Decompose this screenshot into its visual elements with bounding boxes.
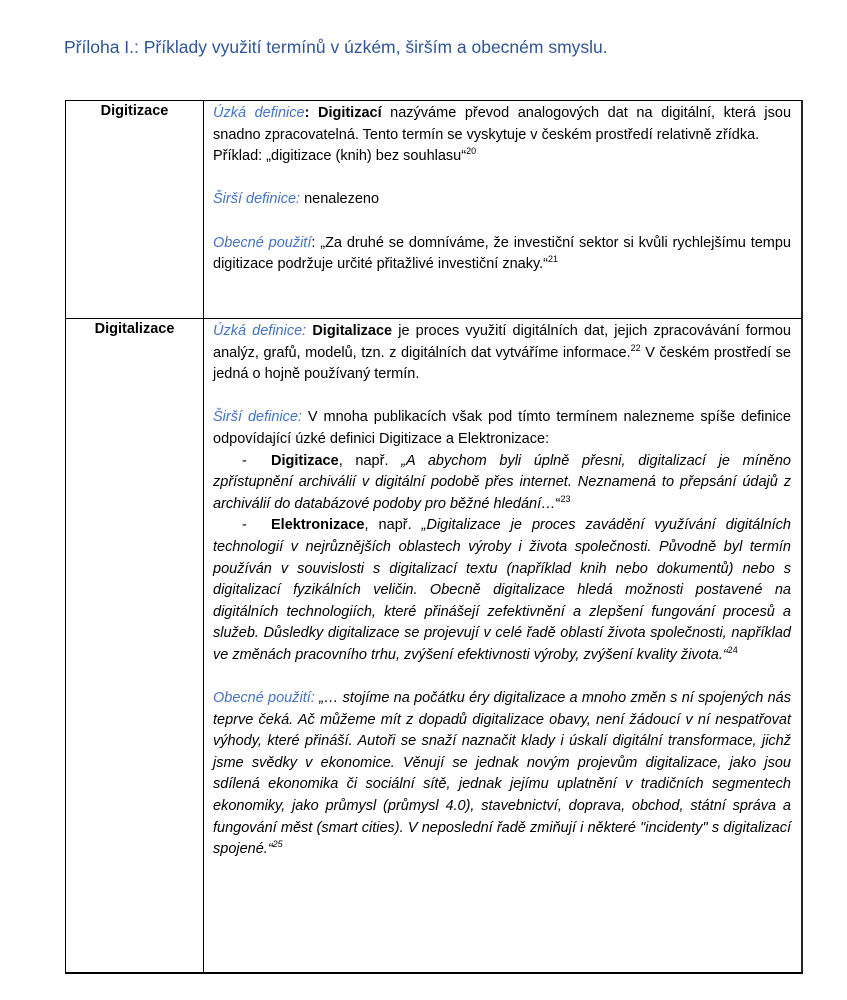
definition-cell — [204, 101, 801, 318]
term-bold: Digitalizace — [312, 323, 393, 339]
bullet-digitizace: - Digitizace, např. „A abychom byli úplně přesni, digitalizací je míněno zpřístupnění archiválií v digitální podobě přes internet. Neznamená to přepsání údajů z archiválií do databázové podoby pro běžné hledání…“$^{23}$ — [213, 452, 791, 512]
terms-table — [65, 100, 803, 974]
term-bold: Digitizací — [317, 105, 382, 121]
narrow-definition-label: Úzká definice — [213, 105, 305, 121]
appendix-heading: Příloha I.: Příklady využití termínů v úzkém, širším a obecném smyslu. — [64, 37, 608, 57]
footnote-ref[interactable]: 25 — [272, 839, 283, 850]
table-row-digitalizace — [66, 319, 801, 973]
definition-cell — [204, 319, 801, 973]
narrow-definition-label: Úzká definice: — [213, 323, 307, 339]
bullet-elektronizace: - Elektronizace, např. „Digitalizace je proces zavádění využívání digitálních technologií v nejrůznějších oblastech výroby i života společnosti. Původně byl termín používán v souvislosti s digitalizací textu (například knih nebo dokumentů) nebo s digitalizací fyzikálních veličin. Obecně digitalizace hledá možnosti postavené na digitálních technologiích, které přinášejí zefektivnění a zlepšení fungování procesů a služeb. Důsledky digitalizace se projevují v celé řadě oblastí života společnosti, například ve změnách pracovního trhu, zvýšení efektivnosti výroby, zvýšení kvality života.“$^{24}$ — [213, 517, 791, 663]
example: Příklad: „digitizace (knih) bez souhlasu“$^{20}$ — [213, 146, 477, 165]
footnote-ref[interactable]: 24 — [727, 644, 738, 655]
term-cell: Digitalizace — [66, 319, 204, 973]
term-cell: Digitizace — [66, 101, 204, 318]
dash-bullet: - — [242, 517, 247, 534]
table-row-digitizace — [66, 101, 801, 319]
broad-definition: Širší definice: V mnoha publikacích však pod tímto termínem nalezneme spíše definice odpovídající úzké definici Digitizace a Elektronizace: — [213, 409, 791, 447]
broad-definition-label: Širší definice: — [213, 409, 302, 426]
broad-definition: Širší definice: nenalezeno — [213, 191, 380, 208]
general-usage-label: Obecné použití — [213, 234, 312, 251]
narrow-definition: Úzká definice: Digitizací nazýváme převod analogových dat na digitální, která jsou snadno zpracovatelná. Tento termín se vyskytuje v českém prostředí relativně zřídka. — [213, 105, 792, 143]
footnote-ref[interactable]: 22 — [630, 342, 641, 353]
broad-definition-label: Širší definice: — [213, 191, 301, 208]
footnote-ref[interactable]: 20 — [466, 146, 477, 157]
general-usage: Obecné použití: „Za druhé se domníváme, že investiční sektor si kvůli rychlejšímu tempu digitizace podržuje určité přitažlivé investiční znaky.“$^{21}$ — [213, 234, 791, 273]
dash-bullet: - — [242, 452, 247, 469]
general-usage: Obecné použití: „… stojíme na počátku éry digitalizace a mnoho změn s ní spojených nás teprve čeká. Ač můžeme mít z dopadů digitalizace obavy, není žádoucí v ní nespatřovat výhody, které přináší. Autoři se snaží naznačit klady i úskalí digitální transformace, jichž jsme svědky v ekonomice. Věnují se jednak novým projevům digitalizace, jako jsou sdílená ekonomika či sociální sítě, jednak jejímu uplatnění v tradičních segmentech ekonomiky, jako průmysl (průmysl 4.0), stavebnictví, doprava, obchod, státní správa a fungování měst (smart cities). V neposlední řadě zmiňují i některé "incidenty" s digitalizací spojené.“$^{25}$ — [213, 690, 791, 858]
general-usage-label: Obecné použití: — [213, 690, 315, 707]
narrow-definition: Úzká definice: Digitalizace je proces využití digitálních dat, jejich zpracovávání formou analýz, grafů, modelů, tzn. z digitálních dat vytváříme informace.$^{22}$ V českém prostředí se jedná o hojně používaný termín. — [213, 323, 791, 383]
footnote-ref[interactable]: 23 — [560, 493, 571, 504]
footnote-ref[interactable]: 21 — [548, 254, 559, 265]
